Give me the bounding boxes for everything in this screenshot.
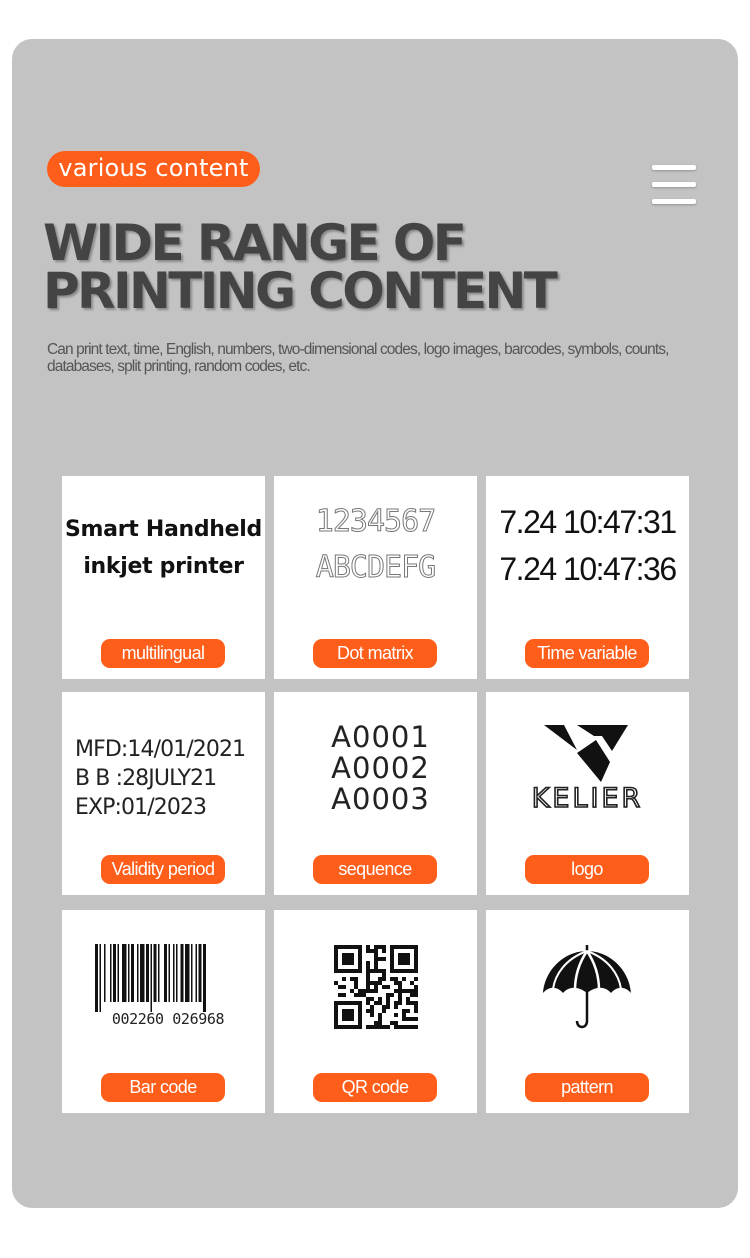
card-time-variable [486,476,689,679]
feature-badge: pattern [525,1073,649,1102]
card-dot-matrix [274,476,477,679]
logo-wordmark: KELIER [531,783,644,814]
dot-matrix-numbers: 1234567 [315,504,436,539]
sequence-item: A0002 [331,751,430,785]
page-title: WIDE RANGE OF PRINTING CONTENT [43,214,556,320]
kelier-logo-mark [544,723,630,783]
feature-badge: QR code [313,1073,437,1102]
section-tag: various content [47,151,260,187]
card-pattern [486,910,689,1113]
feature-badge: sequence [313,855,437,884]
feature-badge: Dot matrix [313,639,437,668]
dot-matrix-letters: ABCDEFG [315,550,436,585]
card-logo [486,692,689,895]
feature-badge: Time variable [525,639,649,668]
card-qr-code [274,910,477,1113]
card-sequence [274,692,477,895]
qr-code-icon [334,945,418,1029]
barcode-icon [95,944,241,1012]
feature-badge: multilingual [101,639,225,668]
sequence-item: A0003 [331,782,430,816]
sequence-item: A0001 [331,720,430,754]
sample-text-line2: inkjet printer [83,554,244,579]
feature-badge: Bar code [101,1073,225,1102]
sample-text-line1: Smart Handheld [65,517,262,542]
barcode-digits: 002260 026968 [111,1010,225,1028]
validity-line-1: MFD:14/01/2021 [75,737,246,762]
card-validity-period [62,692,265,895]
feature-badge: Validity period [101,855,225,884]
feature-badge: logo [525,855,649,884]
card-bar-code [62,910,265,1113]
time-line-1: 7.24 10:47:31 [499,504,676,540]
validity-line-3: EXP:01/2023 [75,795,207,820]
validity-line-2: B B :28JULY21 [75,766,217,791]
menu-icon[interactable] [652,165,696,205]
time-line-2: 7.24 10:47:36 [499,551,676,587]
umbrella-icon [541,943,633,1031]
page-description: Can print text, time, English, numbers, two-dimensional codes, logo images, barcodes, symbols, counts, databases, split printing, random codes, etc. [47,341,669,375]
card-multilingual [62,476,265,679]
